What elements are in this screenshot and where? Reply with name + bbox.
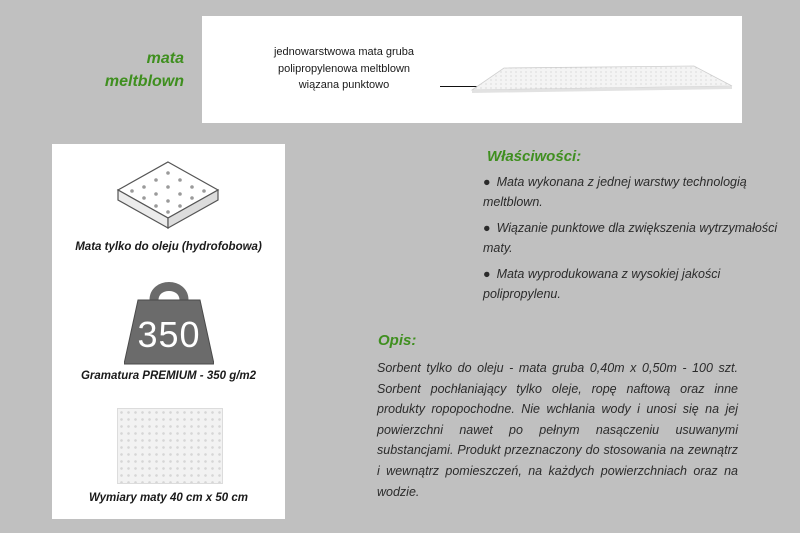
property-text: Mata wyprodukowana z wysokiej jakości polipropylenu. <box>483 267 721 301</box>
description-text: Sorbent tylko do oleju - mata gruba 0,40m x 0,50m - 100 szt. Sorbent pochłaniający tylko oleje, ropę naftową oraz inne produkty ropopochodne. Nie wchłania wody i unosi się na jej powierzchni nawet po pełnym nasączeniu usuwanymi substancjami. Produkt przeznaczony do stosowania na zewnątrz i wewnątrz pomieszczeń, na każdych powierzchniach oraz na wodzie. <box>377 361 738 499</box>
bullet-icon: ● <box>483 175 491 189</box>
features-panel <box>52 144 285 519</box>
description-title: Opis: <box>378 332 417 349</box>
mat-layer-illustration <box>464 54 734 104</box>
mat-diagram-line: jednowarstwowa mata gruba <box>273 46 415 58</box>
bullet-icon: ● <box>483 267 491 281</box>
properties-list <box>483 172 783 310</box>
mat-diagram-line: wiązana punktowo <box>298 79 390 91</box>
product-type-line1: mata <box>146 50 184 67</box>
weight-number: 350 <box>137 314 201 355</box>
bullet-icon: ● <box>483 221 491 235</box>
property-item <box>483 218 783 258</box>
mat-diagram-line: polipropylenowa meltblown <box>277 62 411 75</box>
mat-photo <box>117 408 223 484</box>
property-item <box>483 172 783 212</box>
product-type-line2: meltblown <box>104 73 184 90</box>
property-text: Wiązanie punktowe dla zwiększenia wytrzymałości maty. <box>483 221 778 255</box>
property-text: Mata wykonana z jednej warstwy technologią meltblown. <box>483 175 747 209</box>
properties-title: Właściwości: <box>487 148 582 165</box>
mat-diagram-panel <box>202 16 742 123</box>
mat-diagram-description <box>254 44 434 94</box>
feature-caption-dimensions: Wymiary maty 40 cm x 50 cm <box>89 492 248 504</box>
feature-caption-weight: Gramatura PREMIUM - 350 g/m2 <box>80 370 257 382</box>
property-item <box>483 264 783 304</box>
product-type-label <box>60 47 184 93</box>
dotted-tile-icon <box>116 160 220 236</box>
feature-caption-oil-only: Mata tylko do oleju (hydrofobowa) <box>75 241 262 253</box>
